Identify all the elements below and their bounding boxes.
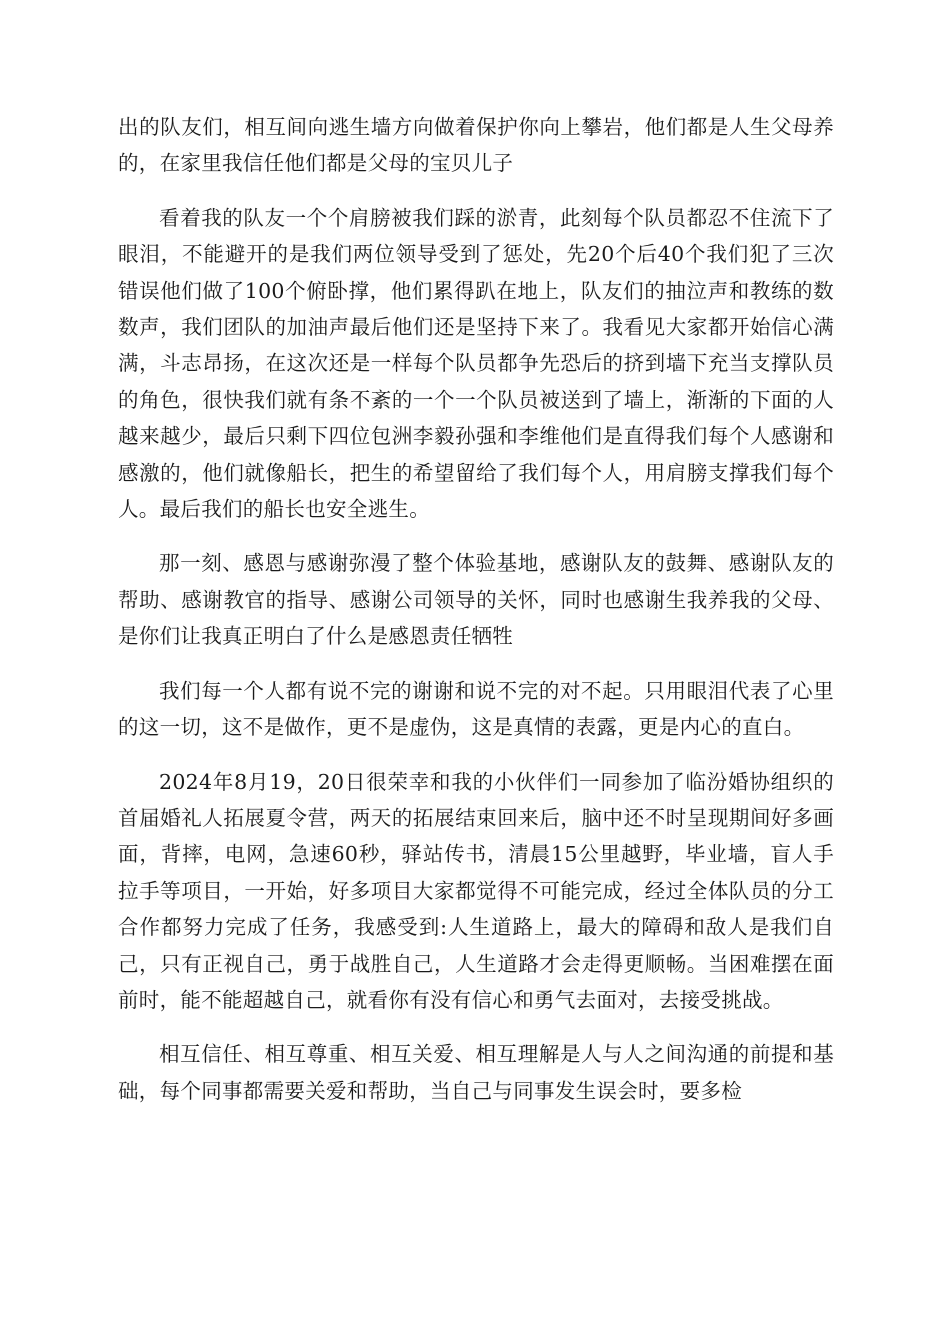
paragraph-continuation: 出的队友们，相互间向逃生墙方向做着保护你向上攀岩，他们都是人生父母养的，在家里我信任他们都是父母的宝贝儿子 xyxy=(118,115,834,176)
paragraph-thanks-and-apologies: 我们每一个人都有说不完的谢谢和说不完的对不起。只用眼泪代表了心里的这一切，这不是做作，更不是虚伪，这是真情的表露，更是内心的直白。 xyxy=(118,678,834,740)
document-body xyxy=(118,109,834,1127)
paragraph-mutual-trust: 相互信任、相互尊重、相互关爱、相互理解是人与人之间沟通的前提和基础，每个同事都需要关爱和帮助，当自己与同事发生误会时，要多检 xyxy=(118,1042,834,1103)
paragraph-summer-camp: 2024年8月19，20日很荣幸和我的小伙伴们一同参加了临汾婚协组织的首届婚礼人拓展夏令营，两天的拓展结束回来后，脑中还不时呈现期间好多画面，背摔，电网，急速60秒，驿站传书，清晨15公里越野，毕业墙，盲人手拉手等项目，一开始，好多项目大家都觉得不可能完成，经过全体队员的分工合作都努力完成了任务，我感受到:人生道路上，最大的障碍和敌人是我们自己，只有正视自己，勇于战胜自己，人生道路才会走得更顺畅。当困难摆在面前时，能不能超越自己，就看你有没有信心和勇气去面对，去接受挑战。 xyxy=(118,769,834,1012)
paragraph-teammates-shoulders: 看着我的队友一个个肩膀被我们踩的淤青，此刻每个队员都忍不住流下了眼泪，不能避开的是我们两位领导受到了惩处，先20个后40个我们犯了三次错误他们做了100个俯卧撑，他们累得趴在地上，队友们的抽泣声和教练的数数声，我们团队的加油声最后他们还是坚持下来了。我看见大家都开始信心满满，斗志昂扬，在这次还是一样每个队员都争先恐后的挤到墙下充当支撑队员的角色，很快我们就有条不紊的一个一个队员被送到了墙上，渐渐的下面的人越来越少，最后只剩下四位包洲李毅孙强和李维他们是直得我们每个人感谢和感激的，他们就像船长，把生的希望留给了我们每个人，用肩膀支撑我们每个人。最后我们的船长也安全逃生。 xyxy=(118,205,834,522)
paragraph-gratitude: 那一刻、感恩与感谢弥漫了整个体验基地，感谢队友的鼓舞、感谢队友的帮助、感谢教官的指导、感谢公司领导的关怀，同时也感谢生我养我的父母、是你们让我真正明白了什么是感恩责任牺牲 xyxy=(118,551,834,649)
